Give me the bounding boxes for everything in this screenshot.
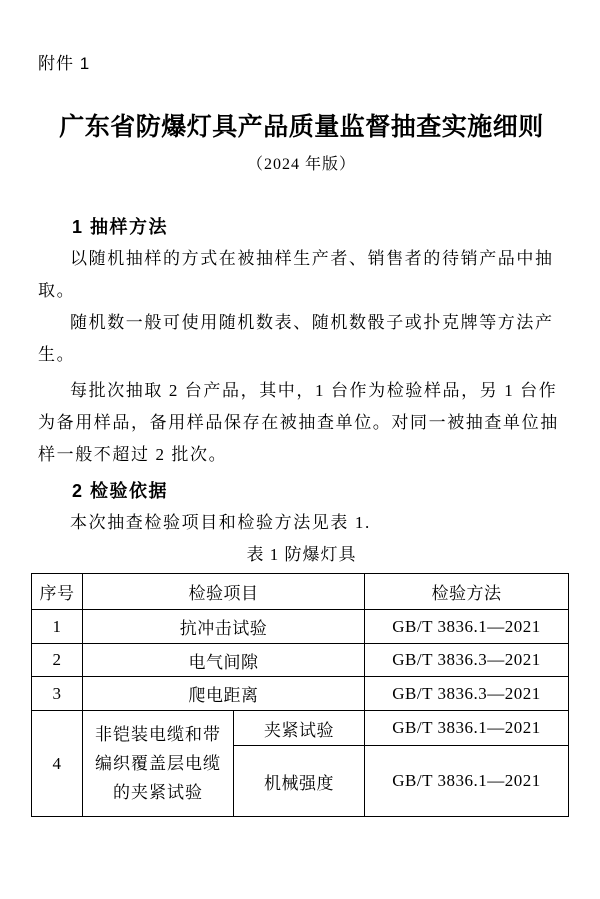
header-cell-no: 序号 (32, 574, 83, 610)
cell-item: 爬电距离 (83, 677, 365, 711)
header-cell-method: 检验方法 (365, 574, 569, 610)
item-group-line: 的夹紧试验 (113, 783, 203, 802)
cell-subitem: 夹紧试验 (234, 711, 365, 746)
cell-item: 抗冲击试验 (83, 610, 365, 644)
section-heading-sampling-method: 1 抽样方法 (72, 217, 169, 237)
item-group-line: 非铠装电缆和带 (95, 725, 221, 744)
cell-item-group (83, 711, 234, 817)
document-title: 广东省防爆灯具产品质量监督抽查实施细则 (59, 114, 544, 141)
edition-subtitle: （2024 年版） (246, 156, 356, 173)
table-row (32, 644, 569, 677)
table-caption: 表 1 防爆灯具 (246, 545, 357, 564)
cell-no: 1 (32, 610, 83, 644)
cell-item: 电气间隙 (83, 644, 365, 677)
table-row (32, 677, 569, 711)
paragraph-sampling-1 (38, 243, 565, 307)
cell-no: 4 (32, 711, 83, 817)
section-heading-inspection-basis: 2 检验依据 (72, 481, 169, 501)
paragraph-basis (38, 507, 565, 539)
inspection-table (31, 573, 569, 817)
table-header-row (32, 574, 569, 610)
cell-no: 2 (32, 644, 83, 677)
paragraph-line: 随机数一般可使用随机数表、随机数骰子或扑克牌等方法产 (70, 313, 554, 332)
cell-method: GB/T 3836.3—2021 (365, 677, 569, 711)
paragraph-line: 样一般不超过 2 批次。 (38, 445, 228, 464)
item-group-line: 编织覆盖层电缆 (95, 754, 221, 773)
cell-no: 3 (32, 677, 83, 711)
table-row (32, 610, 569, 644)
cell-method: GB/T 3836.1—2021 (365, 711, 569, 746)
paragraph-line: 生。 (38, 345, 76, 364)
paragraph-sampling-3 (38, 375, 565, 471)
paragraph-sampling-2 (38, 307, 565, 371)
cell-method: GB/T 3836.1—2021 (365, 746, 569, 817)
paragraph-line: 本次抽查检验项目和检验方法见表 1. (70, 513, 371, 532)
paragraph-line: 每批次抽取 2 台产品，其中，1 台作为检验样品，另 1 台作 (70, 381, 558, 400)
table-row (32, 711, 569, 746)
cell-method: GB/T 3836.1—2021 (365, 610, 569, 644)
paragraph-line: 取。 (38, 281, 76, 300)
paragraph-line: 为备用样品，备用样品保存在被抽查单位。对同一被抽查单位抽 (38, 413, 559, 432)
cell-method: GB/T 3836.3—2021 (365, 644, 569, 677)
attachment-label: 附件 1 (38, 54, 91, 73)
paragraph-line: 以随机抽样的方式在被抽样生产者、销售者的待销产品中抽 (70, 249, 554, 268)
header-cell-item: 检验项目 (83, 574, 365, 610)
cell-subitem: 机械强度 (234, 746, 365, 817)
